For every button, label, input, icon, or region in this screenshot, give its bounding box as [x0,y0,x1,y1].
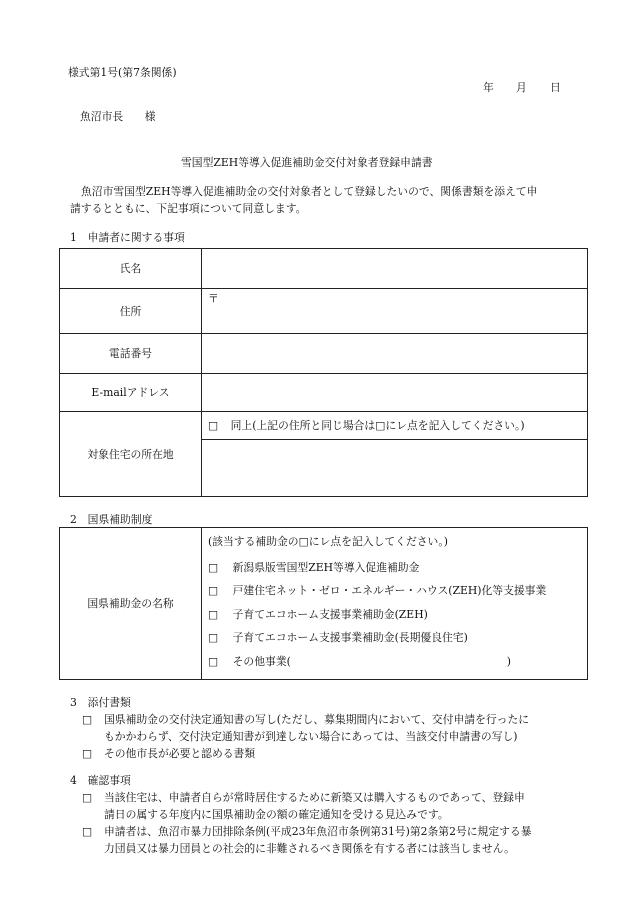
subsidy-option-3 [208,603,587,627]
name-label: 氏名 [60,249,202,289]
attachment-item-1-line-2: もかかわらず、交付決定通知書が到達しない場合にあっては、当該交付申請書の写し) [104,730,518,743]
intro-line-1: 魚沼市雪国型ZEH等導入促進補助金の交付対象者として登録したいので、関係書類を添えて申 [81,185,538,198]
confirmation-item-2-line-2: 力団員又は暴力団員との社会的に非難されるべき関係を有する者には該当しません。 [104,842,515,855]
confirmation-item-1-line-2: 請日の属する年度内に国県補助金の額の確定通知を受ける見込みです。 [104,808,449,821]
subsidy-option-4-label: 子育てエコホーム支援事業補助金(長期優良住宅) [232,631,468,645]
document-title: 雪国型ZEH等導入促進補助金交付対象者登録申請書 [181,156,433,169]
subsidy-option-3-checkbox[interactable]: □ [208,607,219,621]
subsidy-table [59,527,588,680]
email-label: E-mailアドレス [60,374,202,412]
subsidy-option-4 [208,626,587,650]
confirmation-item-2-line-1: 申請者は、魚沼市暴力団排除条例(平成23年魚沼市条例第31号)第2条第2号に規定する暴 [104,825,532,838]
email-row [60,374,588,412]
subsidy-option-1-label: 新潟県版雪国型ZEH等導入促進補助金 [232,560,420,574]
address-label: 住所 [60,289,202,334]
attachment-item-1-line-1: 国県補助金の交付決定通知書の写し(ただし、募集期間内において、交付申請を行ったに [104,713,530,726]
date-month: 月 [516,81,527,94]
email-field[interactable] [202,374,588,412]
subsidy-option-1 [208,556,587,580]
subsidy-label: 国県補助金の名称 [60,528,202,680]
subsidy-row [60,528,588,680]
attachment-item-1 [82,711,604,745]
target-label: 対象住宅の所在地 [60,412,202,497]
section2-heading: 2 国県補助制度 [70,513,153,526]
applicant-table [59,248,588,497]
section3-heading: 3 添付書類 [70,696,131,709]
target-row [60,412,588,440]
phone-field[interactable] [202,334,588,374]
intro-line-2: 請するとともに、下記事項について同意します。 [70,202,307,215]
phone-label: 電話番号 [60,334,202,374]
postal-mark: 〒 [208,292,219,305]
confirmation-item-2-checkbox[interactable]: □ [82,825,93,838]
address-row [60,289,588,334]
subsidy-option-5 [208,650,587,674]
subsidy-option-2-checkbox[interactable]: □ [208,584,219,598]
date-day: 日 [550,81,561,94]
phone-row [60,334,588,374]
subsidy-option-3-label: 子育てエコホーム支援事業補助金(ZEH) [232,607,428,621]
attachment-item-2-checkbox[interactable]: □ [82,747,93,760]
address-field[interactable] [202,289,588,334]
confirmation-item-1-line-1: 当該住宅は、申請者自らが常時居住するために新築又は購入するものであって、登録申 [104,791,525,804]
subsidy-option-5-checkbox[interactable]: □ [208,654,219,668]
confirmation-item-1-checkbox[interactable]: □ [82,791,93,804]
subsidy-option-5-label: その他事業( ) [232,654,511,668]
same-as-above-checkbox[interactable]: □ [208,419,219,432]
same-as-above-label: 同上(上記の住所と同じ場合は□にレ点を記入してください。) [230,419,525,432]
section1-heading: 1 申請者に関する事項 [70,231,185,244]
addressee: 魚沼市長 様 [80,110,156,123]
subsidy-instruction: (該当する補助金の□にレ点を記入してください。) [208,535,448,548]
attachment-item-1-checkbox[interactable]: □ [82,713,93,726]
subsidy-options-cell [202,528,588,680]
section4-heading: 4 確認事項 [70,774,131,787]
name-field[interactable] [202,249,588,289]
attachment-item-2-label: その他市長が必要と認める書類 [104,747,256,760]
subsidy-option-2-label: 戸建住宅ネット・ゼロ・エネルギー・ハウス(ZEH)化等支援事業 [232,584,547,598]
confirmation-item-1 [82,789,604,823]
intro-paragraph [70,183,537,217]
subsidy-option-1-checkbox[interactable]: □ [208,560,219,574]
subsidy-option-2 [208,579,587,603]
target-address-field[interactable] [202,440,588,497]
name-row [60,249,588,289]
same-as-above-cell [202,412,588,440]
date-year: 年 [483,81,494,94]
attachment-item-2 [82,745,604,762]
confirmation-item-2 [82,823,604,857]
subsidy-option-4-checkbox[interactable]: □ [208,631,219,645]
form-number: 様式第1号(第7条関係) [68,66,177,79]
